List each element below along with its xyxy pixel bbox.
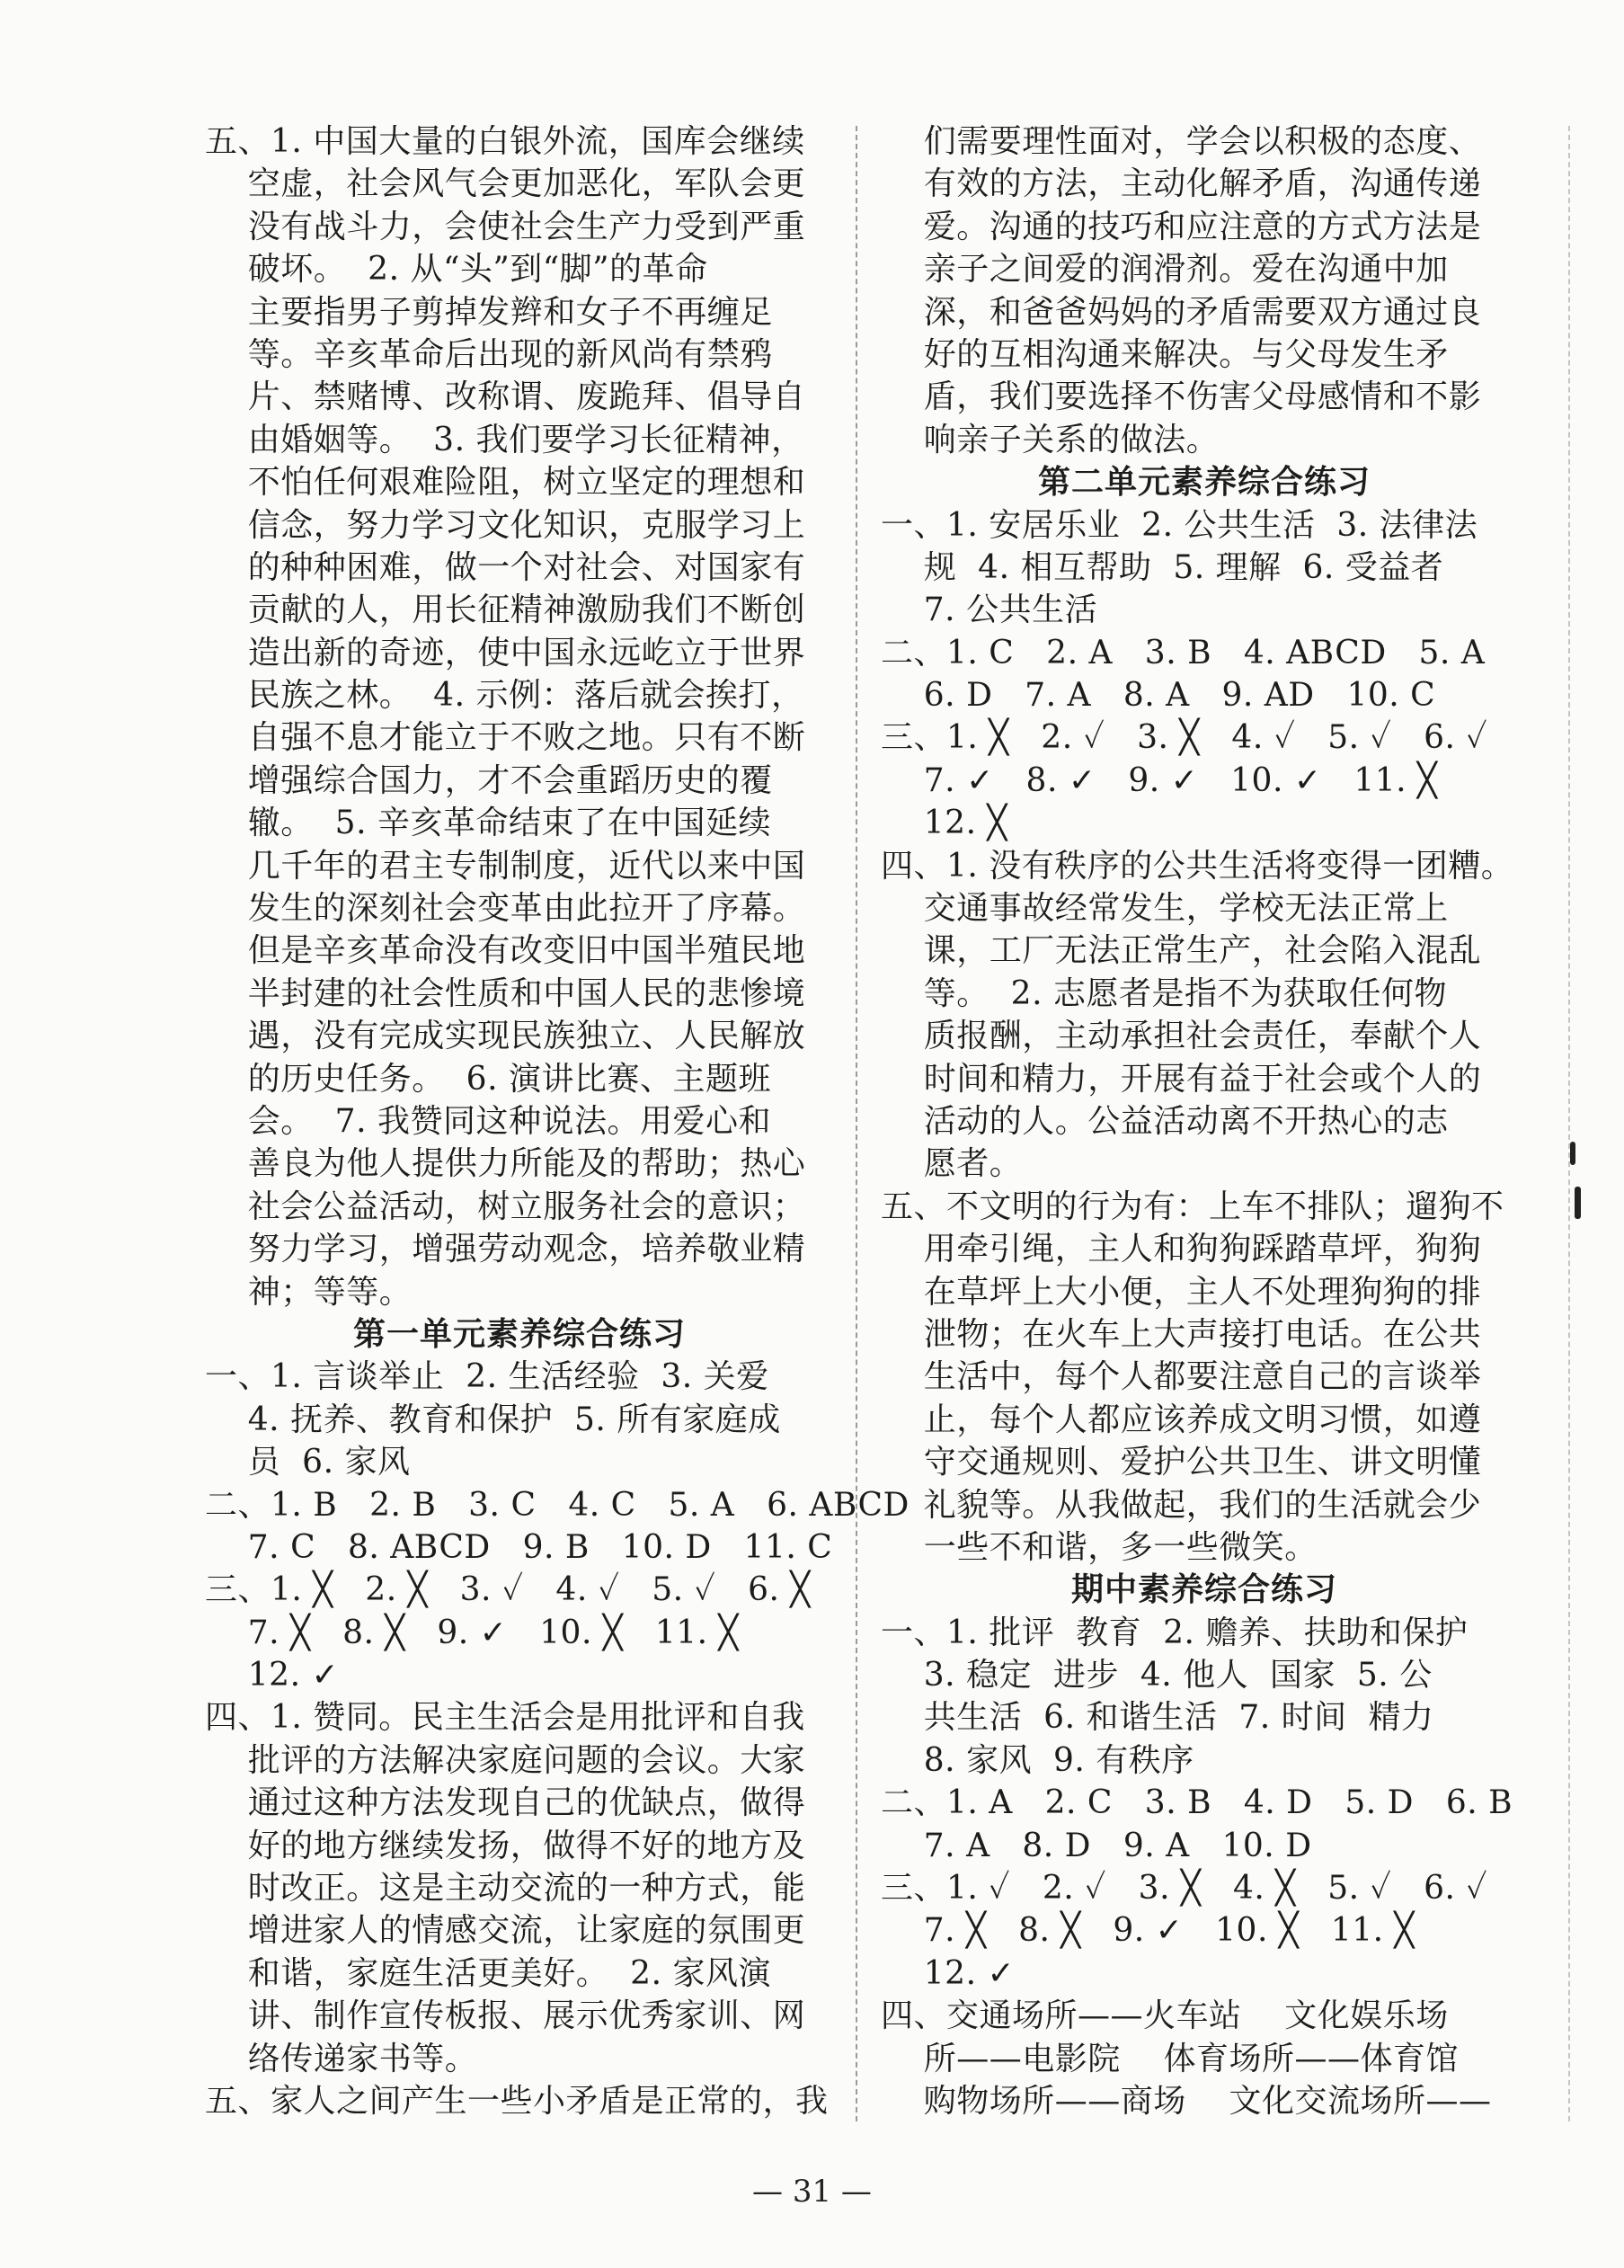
answer-line: 社会公益活动，树立服务社会的意识； <box>205 1187 806 1225</box>
answer-line: 时改正。这是主动交流的一种方式，能 <box>205 1870 806 1908</box>
answer-line: 7. C 8. ABCD 9. B 10. D 11. C <box>205 1528 833 1566</box>
answer-line: 的历史任务。 6. 演讲比赛、主题班 <box>205 1060 771 1098</box>
answer-line: 所——电影院 体育场所——体育馆 <box>881 2040 1460 2077</box>
answer-line: 发生的深刻社会变革由此拉开了序幕。 <box>205 890 806 928</box>
answer-line: 购物场所——商场 文化交流场所—— <box>881 2082 1492 2120</box>
answer-line: 在草坪上大小便，主人不处理狗狗的排 <box>881 1273 1482 1311</box>
answer-line: 好的地方继续发扬，做得不好的地方及 <box>205 1827 806 1864</box>
answer-line: 二、1. A 2. C 3. B 4. D 5. D 6. B <box>881 1784 1513 1822</box>
answer-line: 12. ✓ <box>881 1954 1016 1992</box>
answer-line: 二、1. B 2. B 3. C 4. C 5. A 6. ABCD <box>205 1486 910 1524</box>
answer-line: 不怕任何艰难险阻，树立坚定的理想和 <box>205 464 806 502</box>
answer-line: 遇，没有完成实现民族独立、人民解放 <box>205 1018 806 1055</box>
margin-mark <box>1570 1142 1575 1165</box>
answer-line: 泄物；在火车上大声接打电话。在公共 <box>881 1315 1482 1353</box>
answer-line: 爱。沟通的技巧和应注意的方式方法是 <box>881 208 1482 245</box>
answer-line: 交通事故经常发生，学校无法正常上 <box>881 890 1449 928</box>
answer-line: 12. ✓ <box>205 1657 340 1694</box>
answer-line: 一些不和谐，多一些微笑。 <box>881 1528 1318 1566</box>
answer-line: 五、不文明的行为有：上车不排队；遛狗不 <box>881 1187 1504 1225</box>
answer-line: 信念，努力学习文化知识，克服学习上 <box>205 506 806 544</box>
answer-line: 四、1. 赞同。民主生活会是用批评和自我 <box>205 1699 805 1737</box>
answer-line: 造出新的奇迹，使中国永远屹立于世界 <box>205 634 806 672</box>
answer-line: 半封建的社会性质和中国人民的悲惨境 <box>205 974 806 1012</box>
answer-line: 空虚，社会风气会更加恶化，军队会更 <box>205 165 806 203</box>
answer-line: 好的互相沟通来解决。与父母发生矛 <box>881 335 1449 373</box>
answer-line: 时间和精力，开展有益于社会或个人的 <box>881 1060 1482 1098</box>
answer-line: 片、禁赌博、改称谓、废跪拜、倡导自 <box>205 378 806 416</box>
answer-line: 三、1. ✓ 2. ✓ 3. ╳ 4. ╳ 5. ✓ 6. ✓ <box>881 1870 1488 1908</box>
answer-line: 6. D 7. A 8. A 9. AD 10. C <box>881 677 1436 715</box>
answer-line: 生活中，每个人都要注意自己的言谈举 <box>881 1358 1482 1396</box>
section-heading: 第一单元素养综合练习 <box>352 1315 686 1353</box>
answer-line: 讲、制作宣传板报、展示优秀家训、网 <box>205 1997 806 2035</box>
margin-mark <box>1575 1187 1581 1219</box>
answer-line: 几千年的君主专制制度，近代以来中国 <box>205 847 806 885</box>
answer-line: 和谐，家庭生活更美好。 2. 家风演 <box>205 1954 771 1992</box>
page-number: — 31 — <box>752 2174 872 2210</box>
answer-line: 7. ╳ 8. ╳ 9. ✓ 10. ╳ 11. ╳ <box>881 1912 1415 1950</box>
answer-line: 员 6. 家风 <box>205 1444 411 1481</box>
column-divider <box>856 126 857 2121</box>
answer-line: 四、1. 没有秩序的公共生活将变得一团糟。 <box>881 847 1514 885</box>
answer-line: 课，工厂无法正常生产，社会陷入混乱 <box>881 932 1482 970</box>
answer-line: 们需要理性面对，学会以积极的态度、 <box>881 123 1482 160</box>
answer-line: 守交通规则、爱护公共卫生、讲文明懂 <box>881 1444 1482 1481</box>
answer-line: 愿者。 <box>881 1145 1023 1183</box>
answer-line: 五、1. 中国大量的白银外流，国库会继续 <box>205 123 805 160</box>
answer-line: 民族之林。 4. 示例：落后就会挨打， <box>205 677 804 715</box>
answer-line: 通过这种方法发现自己的优缺点，做得 <box>205 1784 806 1822</box>
answer-line: 用牵引绳，主人和狗狗踩踏草坪，狗狗 <box>881 1231 1482 1268</box>
answer-line: 质报酬，主动承担社会责任，奉献个人 <box>881 1018 1482 1055</box>
answer-line: 4. 抚养、教育和保护 5. 所有家庭成 <box>205 1401 781 1438</box>
answer-line: 礼貌等。从我做起，我们的生活就会少 <box>881 1486 1482 1524</box>
answer-line: 五、家人之间产生一些小矛盾是正常的，我 <box>205 2082 829 2120</box>
answer-line: 但是辛亥革命没有改变旧中国半殖民地 <box>205 932 806 970</box>
answer-line: 四、交通场所——火车站 文化娱乐场 <box>881 1997 1449 2035</box>
answer-line: 一、1. 安居乐业 2. 公共生活 3. 法律法 <box>881 506 1478 544</box>
answer-line: 7. A 8. D 9. A 10. D <box>881 1827 1312 1864</box>
answer-line: 深，和爸爸妈妈的矛盾需要双方通过良 <box>881 293 1482 331</box>
answer-line: 7. 公共生活 <box>881 591 1098 629</box>
answer-line: 三、1. ╳ 2. ✓ 3. ╳ 4. ✓ 5. ✓ 6. ✓ <box>881 719 1488 757</box>
answer-line: 止，每个人都应该养成文明习惯，如遵 <box>881 1401 1482 1438</box>
answer-line: 亲子之间爱的润滑剂。爱在沟通中加 <box>881 251 1449 289</box>
answer-line: 响亲子关系的做法。 <box>881 421 1220 458</box>
answer-line: 三、1. ╳ 2. ╳ 3. ✓ 4. ✓ 5. ✓ 6. ╳ <box>205 1571 811 1609</box>
section-heading: 第二单元素养综合练习 <box>1037 464 1371 502</box>
answer-line: 等。辛亥革命后出现的新风尚有禁鸦 <box>205 335 773 373</box>
answer-line: 等。 2. 志愿者是指不为获取任何物 <box>881 974 1447 1012</box>
right-edge-divider <box>1568 126 1570 2121</box>
answer-line: 神；等等。 <box>205 1273 413 1311</box>
answer-line: 批评的方法解决家庭问题的会议。大家 <box>205 1741 806 1779</box>
answer-line: 会。 7. 我赞同这种说法。用爱心和 <box>205 1102 771 1140</box>
right-column <box>881 120 1528 2122</box>
answer-line: 8. 家风 9. 有秩序 <box>881 1741 1194 1779</box>
answer-line: 善良为他人提供力所能及的帮助；热心 <box>205 1145 806 1183</box>
left-column <box>205 120 910 2122</box>
answer-line: 由婚姻等。 3. 我们要学习长征精神， <box>205 421 804 458</box>
answer-line: 共生活 6. 和谐生活 7. 时间 精力 <box>881 1699 1434 1737</box>
answer-line: 辙。 5. 辛亥革命结束了在中国延续 <box>205 805 771 842</box>
answer-line: 7. ✓ 8. ✓ 9. ✓ 10. ✓ 11. ╳ <box>881 761 1438 799</box>
answer-line: 规 4. 相互帮助 5. 理解 6. 受益者 <box>881 548 1444 586</box>
answer-line: 贡献的人，用长征精神激励我们不断创 <box>205 591 806 629</box>
answer-line: 增进家人的情感交流，让家庭的氛围更 <box>205 1912 806 1950</box>
section-heading: 期中素养综合练习 <box>1070 1571 1337 1609</box>
answer-line: 努力学习，增强劳动观念，培养敬业精 <box>205 1231 806 1268</box>
answer-line: 破坏。 2. 从“头”到“脚”的革命 <box>205 251 708 289</box>
answer-line: 络传递家书等。 <box>205 2040 478 2077</box>
answer-line: 一、1. 言谈举止 2. 生活经验 3. 关爱 <box>205 1358 769 1396</box>
answer-line: 活动的人。公益活动离不开热心的志 <box>881 1102 1449 1140</box>
answer-line: 有效的方法，主动化解矛盾，沟通传递 <box>881 165 1482 203</box>
answer-line: 7. ╳ 8. ╳ 9. ✓ 10. ╳ 11. ╳ <box>205 1614 739 1651</box>
answer-line: 主要指男子剪掉发辫和女子不再缠足 <box>205 293 773 331</box>
answer-line: 3. 稳定 进步 4. 他人 国家 5. 公 <box>881 1657 1433 1694</box>
answer-line: 二、1. C 2. A 3. B 4. ABCD 5. A <box>881 634 1486 672</box>
answer-line: 盾，我们要选择不伤害父母感情和不影 <box>881 378 1482 416</box>
answer-line: 自强不息才能立于不败之地。只有不断 <box>205 719 806 757</box>
answer-line: 12. ╳ <box>881 805 1007 842</box>
answer-line: 的种种困难，做一个对社会、对国家有 <box>205 548 806 586</box>
answer-line: 一、1. 批评 教育 2. 赡养、扶助和保护 <box>881 1614 1469 1651</box>
answer-line: 没有战斗力，会使社会生产力受到严重 <box>205 208 806 245</box>
answer-line: 增强综合国力，才不会重蹈历史的覆 <box>205 761 773 799</box>
